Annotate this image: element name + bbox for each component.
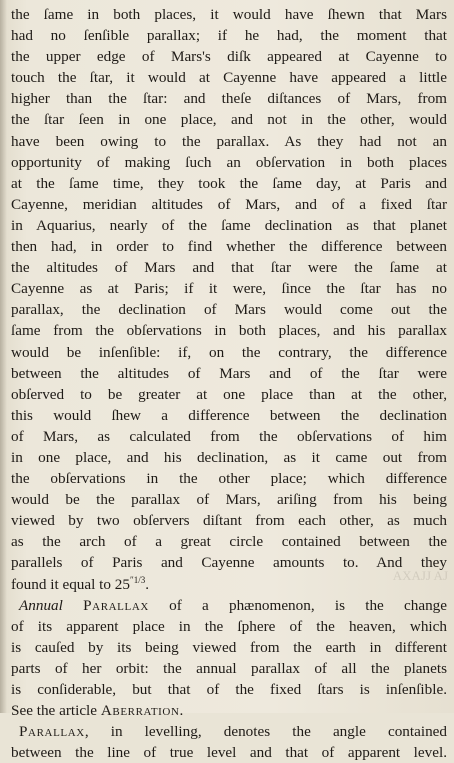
text-line: the ſame in both places, it would have ſhewn that Mars [11,6,447,23]
space [63,597,83,614]
text-line: between the altitudes of Mars and of the ſtar were [11,364,447,382]
entry-term-parallax-levelling: Parallax [19,723,85,741]
see-article-text: See the article [11,702,101,720]
text-line: the upper edge of Mars's diſk appeared at Cayenne to [11,48,447,66]
text-line: in one place, and his declination, as it came out from [11,448,447,466]
arcsec-mark: ″ [129,574,134,585]
entry-term-parallax: Parallax [83,596,149,614]
text-line: have been owing to the parallax. As they had not an [11,132,447,150]
text-line: ſame from the obſervations in both places, and his parallax [11,322,447,340]
entry-term-annual: Annual [19,596,63,614]
text-line: of Mars, as calculated from the obſervations of him [11,427,447,445]
levelling-def: , in levelling, denotes the angle contained [84,723,447,741]
text-line: this would ſhew a difference between the declination [11,406,447,424]
body-text [11,4,447,763]
text-line: Cayenne as at Paris; if it were, ſince the ſtar has no [11,280,447,298]
one-third-fraction: 1/3 [133,574,146,585]
text-line: opportunity of making ſuch an obſervation in both places [11,153,447,171]
aberration-link: Aberration [100,702,180,720]
text-line: parts of her orbit: the annual parallax of all the planets [11,659,447,677]
text-line: of its apparent place in the ſphere of the heaven, which [11,617,447,635]
text-line: in Aquarius, nearly of the ſame declination as that planet [11,216,447,234]
text-line: obſerved to be greater at one place than at the other, [11,385,447,403]
text-line: between the line of true level and that of apparent level. [11,744,447,762]
found-it-period: . [145,575,150,593]
text-line: at the ſame time, they took the ſame day, at Paris and [11,174,447,192]
text-line: is conſiderable, but that of the fixed ſtars is inſenſible. [11,681,447,698]
text-line-see-article [11,700,447,721]
text-line: Cayenne, meridian altitudes of Mars, and of a fixed ſtar [11,195,447,213]
text-line: the ſtar ſeen in one place, and not in the other, would [11,111,447,129]
text-line: parallels of Paris and Cayenne amounts to. And they [11,554,447,572]
see-article-period: . [179,702,184,720]
text-line: parallax, the declination of Mars would come out the [11,301,447,319]
text-line-annual-parallax [11,595,447,616]
gutter-shadow [0,0,7,713]
text-line: as the arch of a great circle contained between the [11,533,447,551]
text-line: viewed by two obſervers diſtant from each other, as much [11,512,447,530]
text-line: had no ſenſible parallax; if he had, the moment that [11,27,447,45]
text-line: higher than the ſtar: and theſe diſtances of Mars, from [11,90,447,108]
found-it-text: found it equal to 25 [11,575,130,593]
text-line: the altitudes of Mars and that ſtar were the ſame at [11,259,447,277]
text-line-found-it [11,574,447,595]
show-through-text: AXAJJ AJ [392,568,448,583]
text-line: touch the ſtar, it would at Cayenne have appeared a little [11,69,447,87]
text-line: then had, in order to find whether the difference between [11,238,447,256]
text-line: the obſervations in the other place; which difference [11,470,447,488]
text-line: would be the parallax of Mars, ariſing from his being [11,491,447,509]
text-line: would be inſenſible: if, on the contrary, the difference [11,343,447,361]
text-line-levelling [11,721,447,742]
annual-parallax-def: of a phænomenon, is the change [148,596,448,614]
text-line: is cauſed by its being viewed from the earth in different [11,638,447,656]
